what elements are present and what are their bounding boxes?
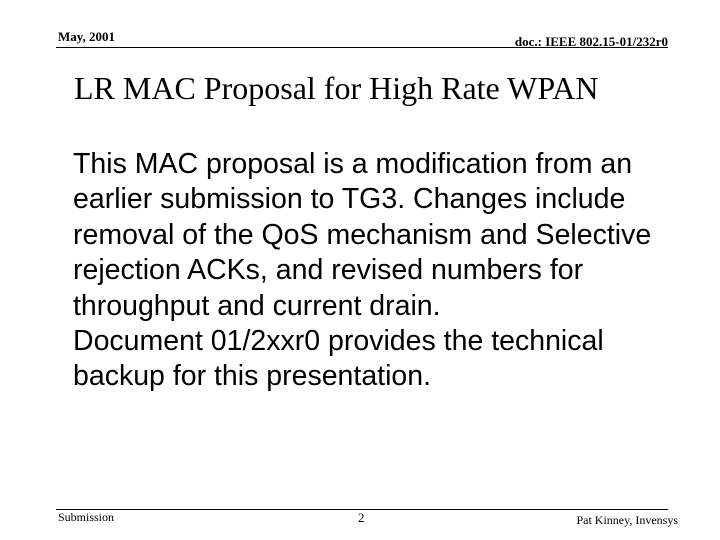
slide-body bbox=[73, 147, 693, 395]
footer-page-number: 2 bbox=[358, 510, 365, 525]
header-date: May, 2001 bbox=[58, 29, 116, 44]
slide-title: LR MAC Proposal for High Rate WPAN bbox=[74, 70, 599, 106]
body-paragraph-1: This MAC proposal is a modification from an earlier submission to TG3. Changes include removal of the QoS mechanism and Selective rejection ACKs, and revised numbers for throughput and current drain. bbox=[73, 148, 652, 322]
footer-author: Pat Kinney, Invensys bbox=[576, 513, 678, 527]
header-divider bbox=[56, 47, 668, 48]
footer-submission: Submission bbox=[58, 510, 115, 524]
body-paragraph-2: Document 01/2xxr0 provides the technical backup for this presentation. bbox=[73, 325, 604, 393]
header-doc-id: doc.: IEEE 802.15-01/232r0 bbox=[514, 34, 668, 49]
